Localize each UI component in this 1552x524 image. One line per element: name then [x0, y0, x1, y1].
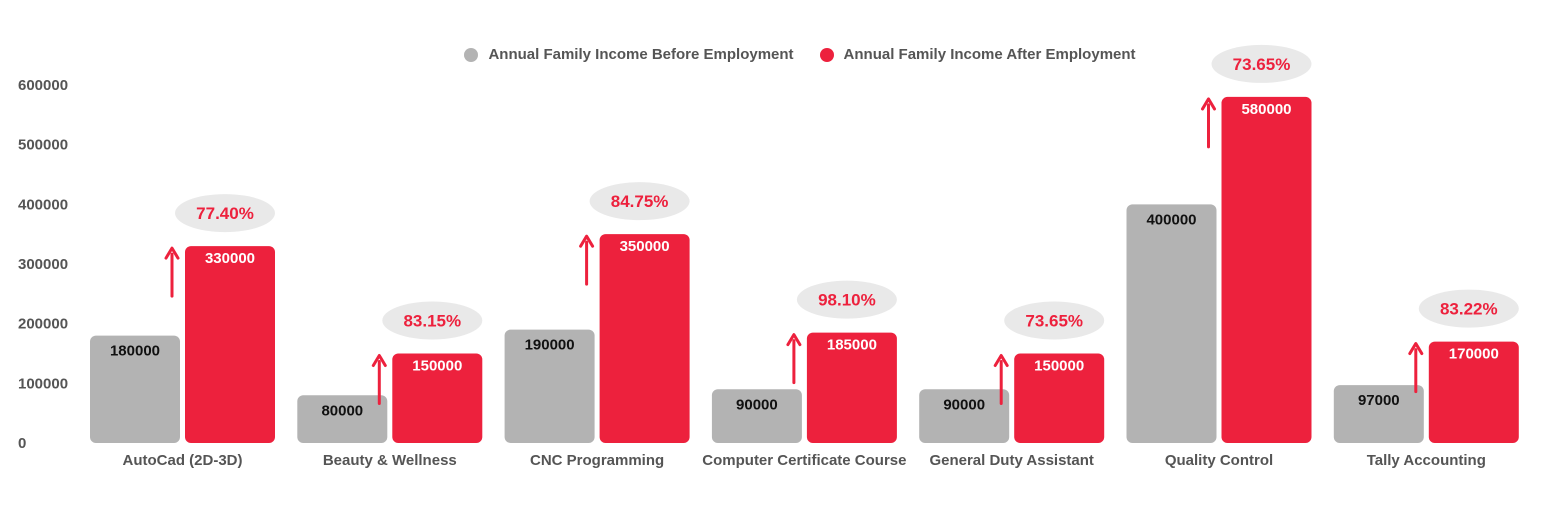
value-label-after: 580000: [1241, 100, 1292, 118]
x-category-label: Computer Certificate Course: [702, 452, 907, 469]
value-label-before: 97000: [1357, 392, 1400, 410]
value-label-after: 185000: [826, 336, 877, 354]
y-tick-label: 200000: [18, 315, 69, 333]
y-tick-label: 400000: [18, 196, 69, 214]
y-tick-label: 600000: [18, 77, 69, 94]
x-category-label: Tally Accounting: [1366, 452, 1486, 469]
bar-before[interactable]: [1127, 204, 1217, 443]
y-tick-label: 300000: [18, 256, 69, 273]
value-label-after: 150000: [412, 357, 463, 375]
legend-label-before: Annual Family Income Before Employment: [488, 46, 794, 63]
x-category-label: Beauty & Wellness: [322, 452, 457, 469]
x-category-label: AutoCad (2D-3D): [122, 452, 243, 469]
growth-label: 83.22%: [1439, 299, 1498, 319]
y-tick-label: 100000: [18, 375, 69, 393]
bar-after[interactable]: [1222, 97, 1312, 443]
growth-label: 83.15%: [403, 311, 462, 331]
y-tick-label: 500000: [18, 136, 69, 154]
growth-label: 77.40%: [196, 204, 254, 224]
value-label-before: 80000: [321, 402, 364, 420]
value-label-after: 150000: [1034, 357, 1085, 375]
legend-label-after: Annual Family Income After Employment: [843, 46, 1136, 63]
value-label-before: 90000: [943, 396, 986, 414]
bar-after[interactable]: [600, 234, 690, 443]
growth-label: 73.65%: [1025, 311, 1084, 331]
bar-after[interactable]: [185, 246, 275, 443]
value-label-before: 190000: [524, 336, 575, 354]
value-label-after: 330000: [204, 250, 256, 268]
value-label-after: 350000: [619, 238, 670, 256]
value-label-before: 180000: [109, 342, 161, 360]
x-category-label: CNC Programming: [530, 452, 665, 469]
growth-label: 73.65%: [1232, 54, 1291, 74]
x-category-label: General Duty Assistant: [929, 452, 1094, 469]
value-label-before: 90000: [736, 396, 778, 414]
value-label-before: 400000: [1146, 211, 1197, 229]
growth-label: 98.10%: [818, 290, 876, 310]
y-tick-label: 0: [18, 435, 27, 452]
x-category-label: Quality Control: [1164, 452, 1274, 469]
value-label-after: 170000: [1448, 345, 1499, 363]
growth-label: 84.75%: [610, 192, 669, 212]
